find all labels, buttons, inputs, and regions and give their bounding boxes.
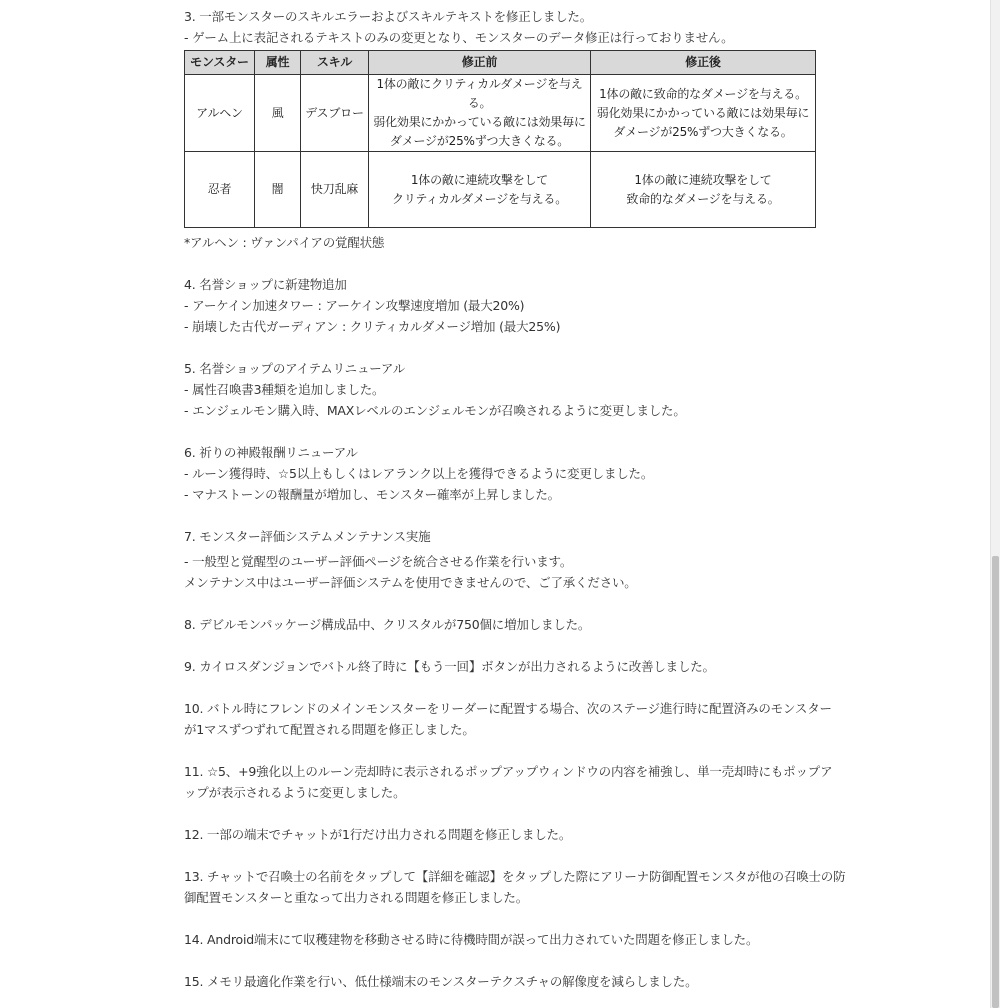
section-11-line: ップが表示されるように変更しました。 xyxy=(184,785,406,800)
section-3-footnote: *アルヘン : ヴァンパイアの覚醒状態 xyxy=(184,235,385,250)
cell-monster: アルヘン xyxy=(185,75,255,152)
cell-after xyxy=(591,75,816,152)
list-item: - 属性召喚書3種類を追加しました。 xyxy=(184,382,385,397)
section-13-line: 御配置モンスターと重なって出力される問題を修正しました。 xyxy=(184,890,529,905)
section-5-heading: 5. 名誉ショップのアイテムリニューアル xyxy=(184,361,406,376)
list-item: - マナストーンの報酬量が増加し、モンスター確率が上昇しました。 xyxy=(184,487,560,502)
cell-after-line: 1体の敵に致命的なダメージを与える。 xyxy=(599,86,807,101)
patch-notes-content xyxy=(184,6,846,992)
list-item: - アーケイン加速タワー : アーケイン攻撃速度増加 (最大20%) xyxy=(184,298,525,313)
table-header-row xyxy=(185,51,816,75)
cell-after-line: ダメージが25%ずつ大きくなる。 xyxy=(613,124,793,139)
header-monster: モンスター xyxy=(185,51,255,75)
table-row xyxy=(185,152,816,228)
section-9-text: 9. カイロスダンジョンでバトル終了時に【もう一回】ボタンが出力されるように改善しました。 xyxy=(184,659,715,674)
table-row xyxy=(185,75,816,152)
header-after: 修正後 xyxy=(591,51,816,75)
section-14-text: 14. Android端末にて収穫建物を移動させる時に待機時間が誤って出力されていた問題を修正しました。 xyxy=(184,932,759,947)
cell-before-line: ダメージが25%ずつ大きくなる。 xyxy=(389,134,570,148)
section-8-text: 8. デビルモンパッケージ構成品中、クリスタルが750個に増加しました。 xyxy=(184,617,591,632)
cell-attribute: 闇 xyxy=(255,152,301,228)
section-10-line: 10. バトル時にフレンドのメインモンスターをリーダーに配置する場合、次のステージ進行時に配置済みのモンスター xyxy=(184,701,832,716)
cell-before-line: 弱化効果にかかっている敵には効果毎に xyxy=(373,115,586,129)
section-3-heading: 3. 一部モンスターのスキルエラーおよびスキルテキストを修正しました。 xyxy=(184,9,593,24)
list-item: - エンジェルモン購入時、MAXレベルのエンジェルモンが召喚されるように変更しました。 xyxy=(184,403,686,418)
list-item: - 崩壊した古代ガーディアン : クリティカルダメージ増加 (最大25%) xyxy=(184,319,561,334)
section-11-line: 11. ☆5、+9強化以上のルーン売却時に表示されるポップアップウィンドウの内容を補強し、単一売却時にもポップア xyxy=(184,764,833,779)
list-item: - ルーン獲得時、☆5以上もしくはレアランク以上を獲得できるように変更しました。 xyxy=(184,466,654,481)
section-3-note: - ゲーム上に表記されるテキストのみの変更となり、モンスターのデータ修正は行っておりません。 xyxy=(184,30,734,45)
section-6-heading: 6. 祈りの神殿報酬リニューアル xyxy=(184,445,358,460)
header-skill: スキル xyxy=(301,51,369,75)
cell-after-line: 1体の敵に連続攻撃をして xyxy=(634,172,772,187)
list-item: メンテナンス中はユーザー評価システムを使用できませんので、ご了承ください。 xyxy=(184,575,637,590)
cell-before xyxy=(369,75,591,152)
section-7-heading: 7. モンスター評価システムメンテナンス実施 xyxy=(184,529,431,544)
cell-before-line: 1体の敵に連続攻撃をして xyxy=(410,172,549,187)
cell-before-line: クリティカルダメージを与える。 xyxy=(391,191,568,206)
section-12-text: 12. 一部の端末でチャットが1行だけ出力される問題を修正しました。 xyxy=(184,827,572,842)
cell-after-line: 致命的なダメージを与える。 xyxy=(626,191,780,206)
vertical-scrollbar[interactable] xyxy=(990,0,1000,1008)
header-before: 修正前 xyxy=(369,51,591,75)
list-item: - 一般型と覚醒型のユーザー評価ページを統合させる作業を行います。 xyxy=(184,554,573,569)
cell-before xyxy=(369,152,591,228)
cell-skill: 快刀乱麻 xyxy=(301,152,369,228)
cell-skill: デスブロー xyxy=(301,75,369,152)
cell-before-line: 1体の敵にクリティカルダメージを与える。 xyxy=(376,77,583,110)
scrollbar-thumb[interactable] xyxy=(992,556,999,1008)
section-4-heading: 4. 名誉ショップに新建物追加 xyxy=(184,277,347,292)
cell-attribute: 風 xyxy=(255,75,301,152)
section-10-line: が1マスずつずれて配置される問題を修正しました。 xyxy=(184,722,475,737)
section-13-line: 13. チャットで召喚士の名前をタップして【詳細を確認】をタップした際にアリーナ防御配置モンスタが他の召喚士の防 xyxy=(184,869,846,884)
cell-monster: 忍者 xyxy=(185,152,255,228)
cell-after-line: 弱化効果にかかっている敵には効果毎に xyxy=(596,105,810,120)
section-15-text: 15. メモリ最適化作業を行い、低仕様端末のモンスターテクスチャの解像度を減らしました。 xyxy=(184,974,698,989)
skill-text-change-table xyxy=(184,50,816,228)
header-attribute: 属性 xyxy=(255,51,301,75)
cell-after xyxy=(591,152,816,228)
